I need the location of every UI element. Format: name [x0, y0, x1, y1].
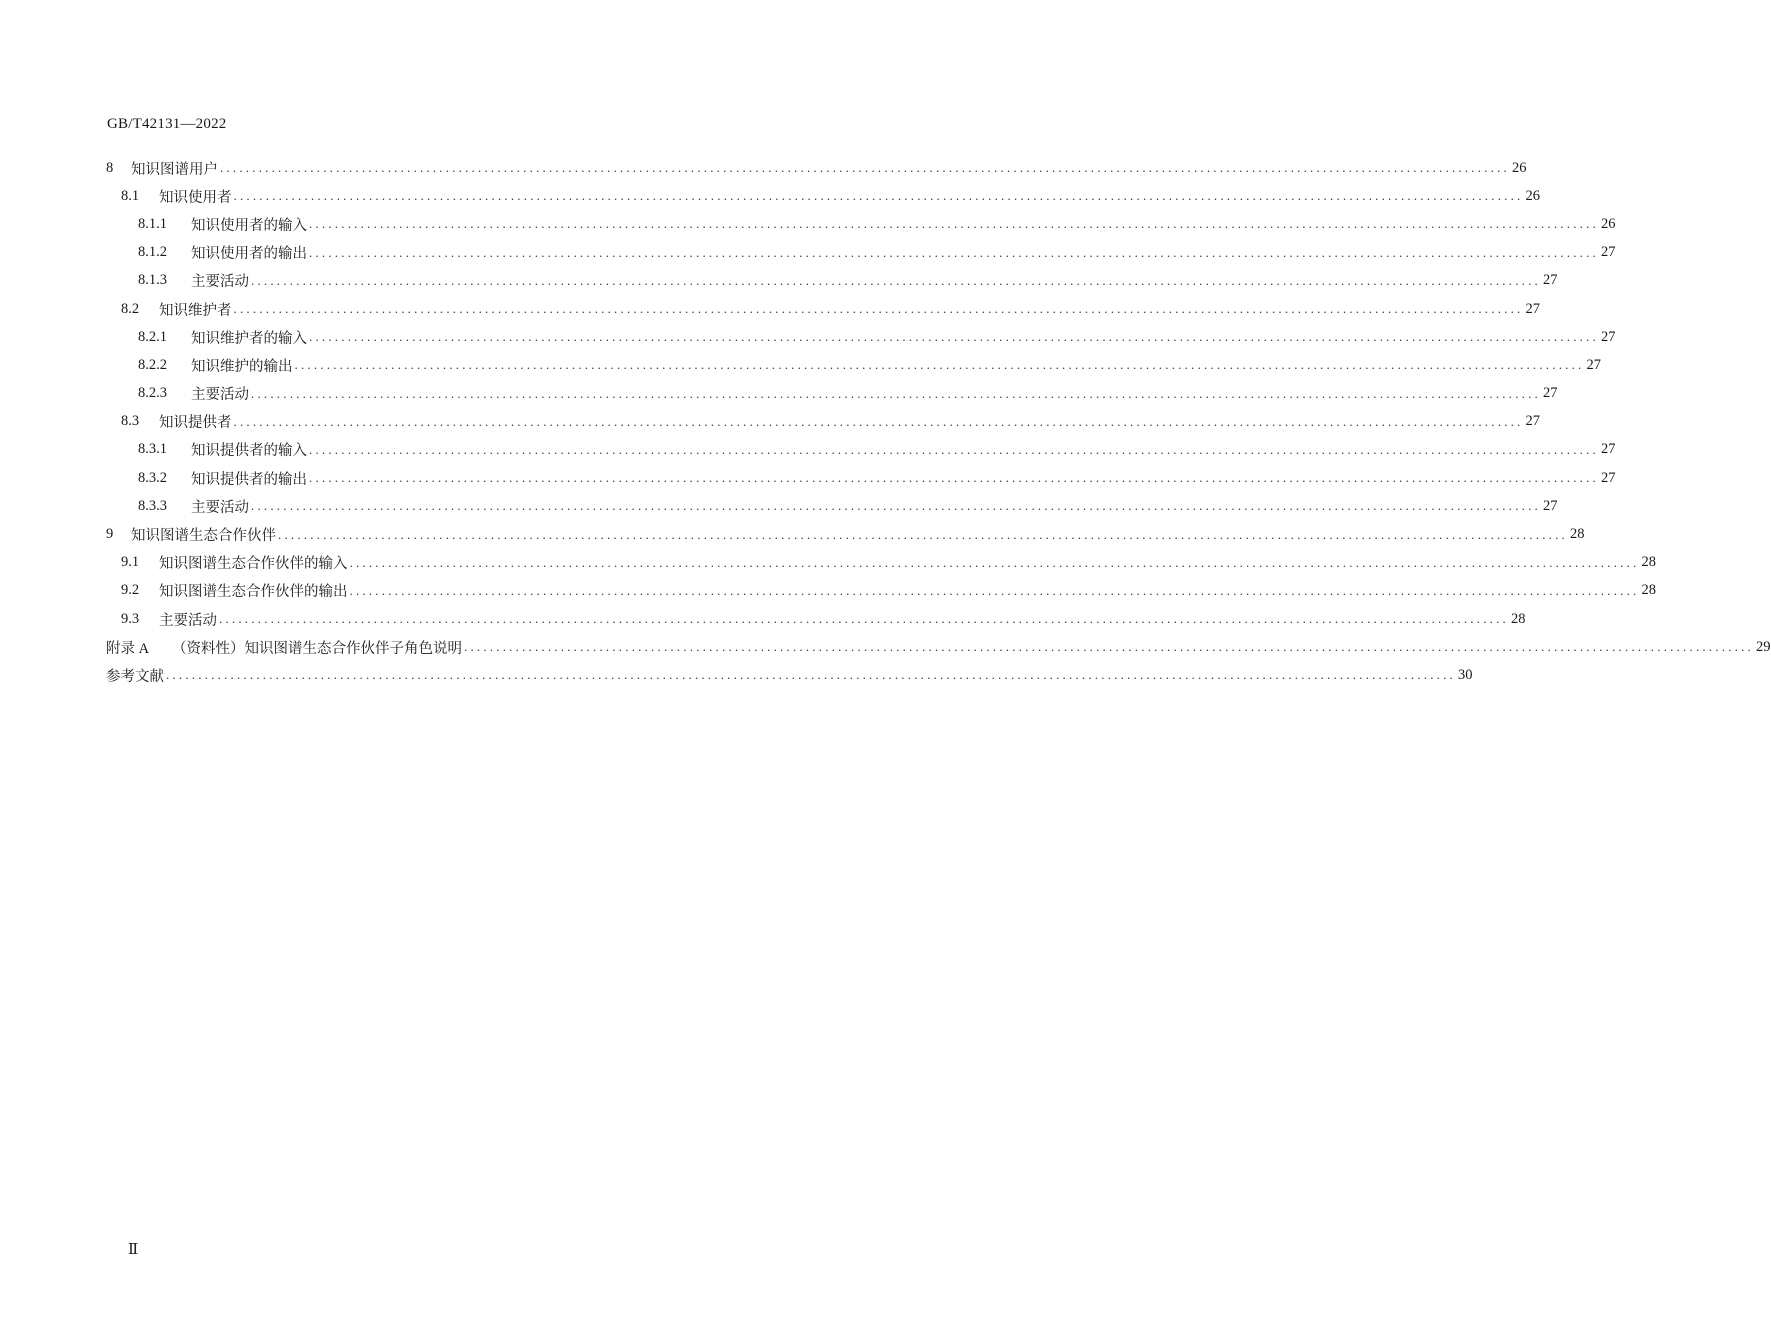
toc-entry-number: 8.3.2: [138, 469, 167, 486]
toc-entry-number: 附录 A: [106, 640, 150, 657]
toc-entry-page: 26: [1512, 159, 1527, 176]
toc-entry[interactable]: [106, 239, 1616, 267]
toc-entry-page: 28: [1511, 610, 1526, 627]
toc-entry-page: 27: [1601, 469, 1616, 486]
toc-dot-leader: ........................................................................................................................................................................................................: [309, 329, 1599, 345]
toc-entry-title: 知识维护者: [159, 302, 232, 319]
toc-dot-leader: ........................................................................................................................................................................................................: [278, 526, 1568, 542]
toc-dot-leader: ........................................................................................................................................................................................................: [309, 470, 1599, 486]
toc-entry-page: 30: [1458, 666, 1473, 683]
toc-dot-leader: ........................................................................................................................................................................................................: [309, 441, 1599, 457]
toc-entry-title: 主要活动: [191, 274, 249, 291]
toc-entry-title: 参考文献: [106, 668, 164, 685]
page-number: Ⅱ: [128, 1242, 139, 1258]
toc-entry-number: 8.3: [121, 413, 140, 430]
toc-dot-leader: ........................................................................................................................................................................................................: [251, 272, 1541, 288]
toc-dot-leader: ........................................................................................................................................................................................................: [464, 639, 1754, 655]
toc-entry-number: 9.1: [121, 554, 140, 571]
toc-entry[interactable]: [106, 182, 1540, 210]
toc-entry-title: 知识使用者的输入: [191, 217, 307, 234]
toc-entry-title: 知识图谱用户: [131, 161, 218, 178]
toc-entry-title: 知识提供者: [159, 415, 232, 432]
toc-entry-page: 26: [1601, 215, 1616, 232]
toc-entry-page: 27: [1601, 328, 1616, 345]
toc-entry-page: 27: [1525, 300, 1540, 317]
toc-entry-number: 8.1: [121, 187, 140, 204]
toc-dot-leader: ........................................................................................................................................................................................................: [309, 216, 1599, 232]
toc-entry-number: 8.2.1: [138, 328, 167, 345]
toc-entry-title: 知识维护的输出: [191, 358, 293, 375]
toc-entry-title: 知识图谱生态合作伙伴的输入: [159, 556, 348, 573]
toc-dot-leader: ........................................................................................................................................................................................................: [349, 554, 1640, 570]
toc-dot-leader: ........................................................................................................................................................................................................: [251, 498, 1541, 514]
toc-entry-title: 知识图谱生态合作伙伴的输出: [159, 584, 348, 601]
toc-entry-number: 8.1.3: [138, 272, 167, 289]
toc-entry-title: （资料性）知识图谱生态合作伙伴子角色说明: [172, 640, 462, 657]
toc-entry[interactable]: [106, 492, 1558, 520]
toc-entry-number: 8.2.3: [138, 385, 167, 402]
toc-entry-number: 8.3.3: [138, 497, 167, 514]
toc-dot-leader: ........................................................................................................................................................................................................: [309, 244, 1599, 260]
toc-entry-number: 8.2.2: [138, 356, 167, 373]
toc-entry-number: 8.3.1: [138, 441, 167, 458]
toc-entry-title: 知识提供者的输入: [191, 443, 307, 460]
toc-entry[interactable]: [106, 408, 1540, 436]
toc-entry-page: 27: [1601, 244, 1616, 261]
toc-entry-page: 28: [1641, 582, 1656, 599]
toc-entry-number: 8.2: [121, 300, 140, 317]
toc-entry-title: 主要活动: [191, 387, 249, 404]
toc-entry-title: 知识使用者: [159, 189, 232, 206]
toc-entry-number: 8: [106, 159, 114, 176]
toc-dot-leader: ........................................................................................................................................................................................................: [349, 582, 1640, 598]
toc-entry[interactable]: [106, 436, 1616, 464]
toc-dot-leader: ........................................................................................................................................................................................................: [166, 667, 1456, 683]
toc-entry-number: 9: [106, 526, 114, 543]
toc-entry-title: 知识图谱生态合作伙伴: [131, 528, 276, 545]
toc-entry[interactable]: [106, 464, 1616, 492]
toc-entry-number: 9.3: [121, 610, 140, 627]
toc-entry-page: 27: [1525, 413, 1540, 430]
toc-entry[interactable]: [106, 605, 1526, 633]
toc-entry-title: 知识维护者的输入: [191, 330, 307, 347]
toc-dot-leader: ........................................................................................................................................................................................................: [233, 413, 1524, 429]
toc-entry-page: 27: [1543, 497, 1558, 514]
toc-entry[interactable]: [106, 323, 1616, 351]
standard-number-header: GB/T42131—2022: [107, 116, 227, 132]
toc-entry-number: 8.1.2: [138, 244, 167, 261]
toc-entry-references[interactable]: [106, 661, 1473, 689]
toc-entry-title: 主要活动: [191, 499, 249, 516]
table-of-contents: [106, 154, 1771, 690]
toc-entry[interactable]: [106, 380, 1558, 408]
toc-entry-page: 28: [1570, 526, 1585, 543]
toc-entry-number: 8.1.1: [138, 215, 167, 232]
toc-entry-title: 知识使用者的输出: [191, 246, 307, 263]
toc-entry[interactable]: [106, 549, 1656, 577]
toc-dot-leader: ........................................................................................................................................................................................................: [220, 160, 1510, 176]
toc-entry[interactable]: [106, 154, 1527, 182]
toc-entry-page: 29: [1756, 638, 1771, 655]
toc-entry[interactable]: [106, 210, 1616, 238]
toc-entry[interactable]: [106, 267, 1558, 295]
toc-entry-number: 9.2: [121, 582, 140, 599]
toc-entry-page: 27: [1586, 356, 1601, 373]
toc-entry-page: 27: [1601, 441, 1616, 458]
toc-dot-leader: ........................................................................................................................................................................................................: [219, 611, 1509, 627]
toc-dot-leader: ........................................................................................................................................................................................................: [251, 385, 1541, 401]
toc-entry-page: 27: [1543, 385, 1558, 402]
toc-entry[interactable]: [106, 295, 1540, 323]
toc-dot-leader: ........................................................................................................................................................................................................: [233, 301, 1524, 317]
toc-entry[interactable]: [106, 577, 1656, 605]
toc-entry[interactable]: [106, 520, 1585, 548]
toc-entry-title: 主要活动: [159, 612, 217, 629]
toc-entry-page: 27: [1543, 272, 1558, 289]
toc-entry-appendix[interactable]: [106, 633, 1771, 661]
toc-entry[interactable]: [106, 351, 1601, 379]
toc-entry-title: 知识提供者的输出: [191, 471, 307, 488]
toc-entry-page: 26: [1525, 187, 1540, 204]
toc-dot-leader: ........................................................................................................................................................................................................: [294, 357, 1585, 373]
toc-dot-leader: ........................................................................................................................................................................................................: [233, 188, 1524, 204]
toc-entry-page: 28: [1641, 554, 1656, 571]
